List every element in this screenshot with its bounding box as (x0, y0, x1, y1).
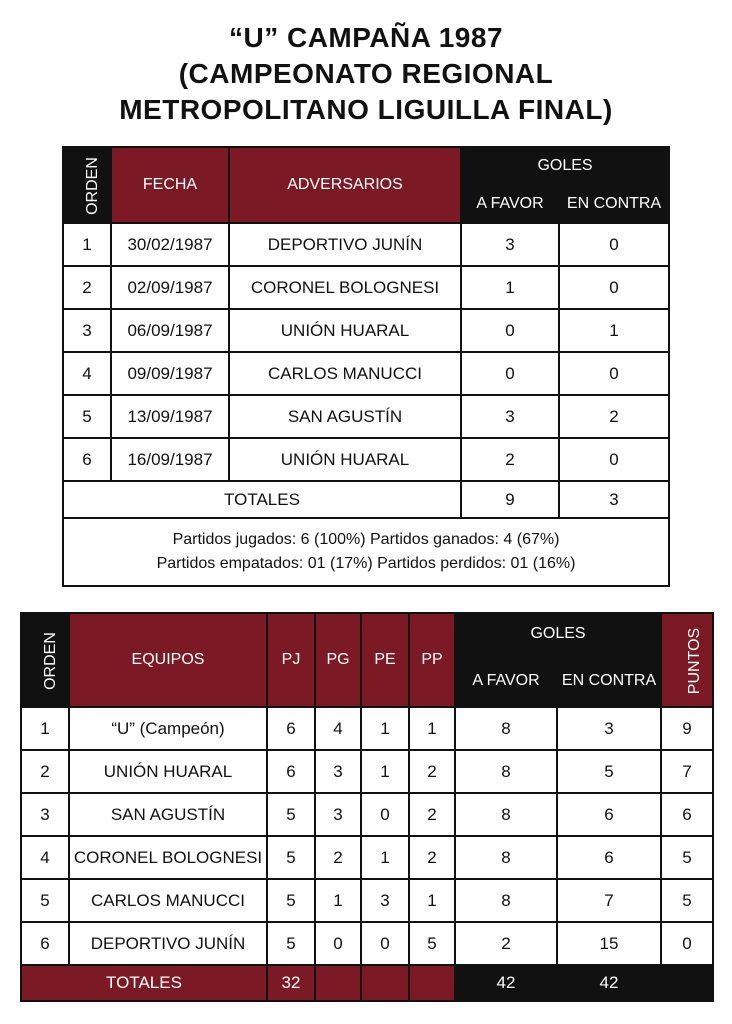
totals-en-contra: 3 (559, 481, 669, 518)
cell-fecha: 09/09/1987 (111, 352, 229, 395)
totals-a-favor: 9 (461, 481, 559, 518)
cell-puntos: 9 (661, 707, 713, 750)
cell-pe: 1 (361, 707, 409, 750)
table-row (63, 438, 669, 481)
cell-a-favor: 2 (455, 922, 557, 965)
header-orden: ORDEN (21, 613, 69, 707)
cell-en-contra: 7 (557, 879, 661, 922)
summary-cell (63, 518, 669, 586)
cell-fecha: 02/09/1987 (111, 266, 229, 309)
table-row (63, 352, 669, 395)
cell-pj: 5 (267, 879, 315, 922)
summary-line-1: Partidos jugados: 6 (100%) Partidos ganados: 4 (67%) (172, 531, 560, 548)
cell-pg: 3 (315, 793, 361, 836)
cell-adversario: CARLOS MANUCCI (229, 352, 461, 395)
cell-en-contra: 5 (557, 750, 661, 793)
cell-pg: 3 (315, 750, 361, 793)
header-pp: PP (409, 613, 455, 707)
cell-puntos: 6 (661, 793, 713, 836)
header-en-contra: EN CONTRA (557, 655, 661, 707)
cell-pg: 4 (315, 707, 361, 750)
title-line-2: (CAMPEONATO REGIONAL (178, 58, 554, 89)
cell-en-contra: 0 (559, 266, 669, 309)
totals-pg (315, 965, 361, 1001)
header-fecha: FECHA (111, 147, 229, 223)
table-row (21, 793, 713, 836)
cell-a-favor: 0 (461, 352, 559, 395)
cell-pp: 1 (409, 707, 455, 750)
cell-a-favor: 0 (461, 309, 559, 352)
cell-adversario: CORONEL BOLOGNESI (229, 266, 461, 309)
cell-pj: 6 (267, 707, 315, 750)
cell-adversario: DEPORTIVO JUNÍN (229, 223, 461, 266)
cell-en-contra: 6 (557, 793, 661, 836)
cell-pe: 1 (361, 750, 409, 793)
cell-en-contra: 2 (559, 395, 669, 438)
cell-fecha: 16/09/1987 (111, 438, 229, 481)
cell-en-contra: 6 (557, 836, 661, 879)
cell-pj: 5 (267, 836, 315, 879)
cell-equipo: “U” (Campeón) (69, 707, 267, 750)
cell-a-favor: 8 (455, 836, 557, 879)
title-line-3: METROPOLITANO LIGUILLA FINAL) (119, 94, 613, 125)
header-goles: GOLES (461, 147, 669, 185)
cell-fecha: 13/09/1987 (111, 395, 229, 438)
header-a-favor: A FAVOR (455, 655, 557, 707)
cell-pe: 0 (361, 922, 409, 965)
results-table (62, 146, 670, 587)
cell-en-contra: 0 (559, 352, 669, 395)
cell-pg: 2 (315, 836, 361, 879)
cell-orden: 1 (63, 223, 111, 266)
page-title (0, 20, 732, 128)
cell-orden: 3 (21, 793, 69, 836)
cell-equipo: CARLOS MANUCCI (69, 879, 267, 922)
cell-pj: 5 (267, 793, 315, 836)
cell-orden: 2 (21, 750, 69, 793)
totals-label: TOTALES (21, 965, 267, 1001)
cell-equipo: UNIÓN HUARAL (69, 750, 267, 793)
summary-row (63, 518, 669, 586)
cell-pp: 1 (409, 879, 455, 922)
cell-pg: 0 (315, 922, 361, 965)
totals-label: TOTALES (63, 481, 461, 518)
table-row (63, 395, 669, 438)
cell-puntos: 5 (661, 879, 713, 922)
cell-orden: 4 (21, 836, 69, 879)
table-row (21, 922, 713, 965)
header-puntos: PUNTOS (661, 613, 713, 707)
standings-table (20, 612, 714, 1002)
cell-fecha: 06/09/1987 (111, 309, 229, 352)
table-row (21, 707, 713, 750)
cell-a-favor: 1 (461, 266, 559, 309)
cell-orden: 4 (63, 352, 111, 395)
cell-equipo: CORONEL BOLOGNESI (69, 836, 267, 879)
title-line-1: “U” CAMPAÑA 1987 (228, 22, 504, 53)
cell-en-contra: 3 (557, 707, 661, 750)
header-en-contra: EN CONTRA (559, 185, 669, 223)
table-row (21, 836, 713, 879)
totals-puntos (661, 965, 713, 1001)
cell-pg: 1 (315, 879, 361, 922)
cell-equipo: SAN AGUSTÍN (69, 793, 267, 836)
cell-pj: 5 (267, 922, 315, 965)
cell-a-favor: 3 (461, 395, 559, 438)
cell-pe: 1 (361, 836, 409, 879)
cell-puntos: 7 (661, 750, 713, 793)
table-row (21, 750, 713, 793)
cell-orden: 1 (21, 707, 69, 750)
cell-pj: 6 (267, 750, 315, 793)
totals-en-contra: 42 (557, 965, 661, 1001)
header-a-favor: A FAVOR (461, 185, 559, 223)
header-adversarios: ADVERSARIOS (229, 147, 461, 223)
cell-orden: 6 (63, 438, 111, 481)
cell-pp: 2 (409, 836, 455, 879)
table-row (21, 879, 713, 922)
summary-line-2: Partidos empatados: 01 (17%) Partidos perdidos: 01 (16%) (156, 555, 576, 572)
totals-pj: 32 (267, 965, 315, 1001)
cell-pe: 3 (361, 879, 409, 922)
cell-puntos: 5 (661, 836, 713, 879)
cell-orden: 3 (63, 309, 111, 352)
cell-en-contra: 0 (559, 438, 669, 481)
totals-pe (361, 965, 409, 1001)
cell-en-contra: 0 (559, 223, 669, 266)
cell-pe: 0 (361, 793, 409, 836)
totals-row (21, 965, 713, 1001)
table-row (63, 223, 669, 266)
cell-fecha: 30/02/1987 (111, 223, 229, 266)
cell-a-favor: 2 (461, 438, 559, 481)
cell-pp: 2 (409, 750, 455, 793)
header-goles: GOLES (455, 613, 661, 655)
cell-pp: 5 (409, 922, 455, 965)
totals-a-favor: 42 (455, 965, 557, 1001)
cell-adversario: UNIÓN HUARAL (229, 309, 461, 352)
cell-a-favor: 8 (455, 793, 557, 836)
cell-a-favor: 8 (455, 707, 557, 750)
cell-en-contra: 15 (557, 922, 661, 965)
cell-orden: 6 (21, 922, 69, 965)
header-pg: PG (315, 613, 361, 707)
header-pe: PE (361, 613, 409, 707)
cell-orden: 5 (63, 395, 111, 438)
header-equipos: EQUIPOS (69, 613, 267, 707)
cell-equipo: DEPORTIVO JUNÍN (69, 922, 267, 965)
cell-adversario: UNIÓN HUARAL (229, 438, 461, 481)
header-orden: ORDEN (63, 147, 111, 223)
cell-orden: 5 (21, 879, 69, 922)
cell-orden: 2 (63, 266, 111, 309)
cell-a-favor: 8 (455, 750, 557, 793)
table-row (63, 309, 669, 352)
cell-a-favor: 8 (455, 879, 557, 922)
totals-row (63, 481, 669, 518)
cell-pp: 2 (409, 793, 455, 836)
table-row (63, 266, 669, 309)
cell-a-favor: 3 (461, 223, 559, 266)
header-pj: PJ (267, 613, 315, 707)
cell-puntos: 0 (661, 922, 713, 965)
totals-pp (409, 965, 455, 1001)
cell-en-contra: 1 (559, 309, 669, 352)
cell-adversario: SAN AGUSTÍN (229, 395, 461, 438)
